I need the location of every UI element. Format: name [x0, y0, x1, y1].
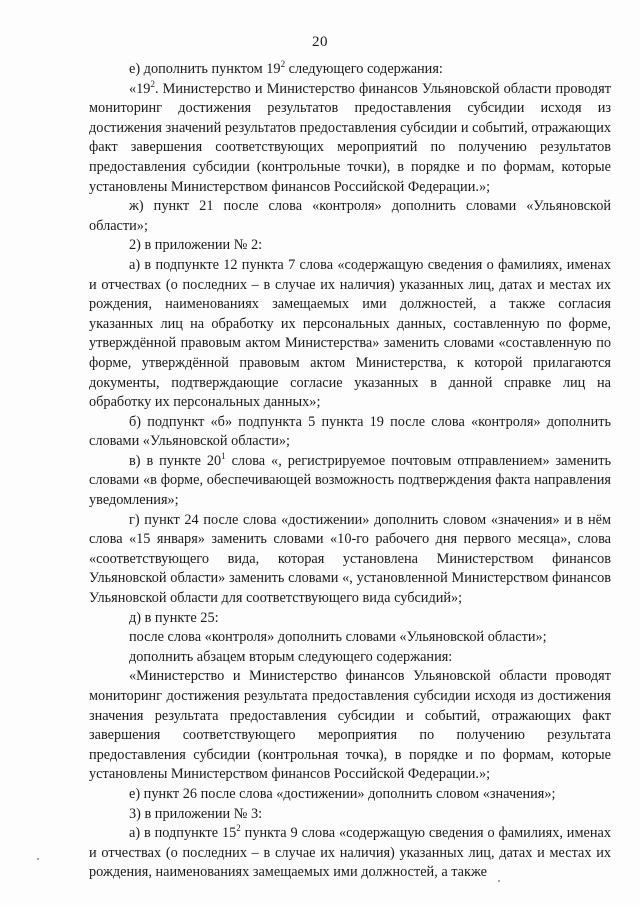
paragraph-zh-item-21: ж) пункт 21 после слова «контроля» дополнить словами «Ульяновской области»;: [89, 198, 611, 234]
paragraph-d-item-25: д) в пункте 25:: [129, 609, 219, 626]
paragraph-b-subitem-b: б) подпункт «б» подпункта 5 пункта 19 после слова «контроля» дополнить словами «Ульяновской области»;: [89, 413, 611, 450]
paragraph-item-19-2-text: «$19^2$. Министерство и Министерство финансов Ульяновской области проводят мониторинг достижения результатов предоставления субсидии исходя из достижения значений результатов предоставления субсидии и событий, отражающих факт завершения соответствующих мероприятий по получению результатов предоставления субсидии (контрольные точки), в порядке и по формам, которые установлены Министерством финансов Российской Федерации.»;: [89, 78, 611, 195]
scan-speck: [498, 880, 500, 882]
paragraph-appendix-2: 2) в приложении № 2:: [129, 237, 263, 254]
paragraph-monitoring-quote: «Министерство и Министерство финансов Ульяновской области проводят мониторинг достижения результата предоставления субсидии исходя из достижения значения результата предоставления субсидии и событий, отражающих факт завершения соответствующего мероприятия по получению результата предоставления субсидии (контрольная точка), в порядке и по формам, которые установлены Министерством финансов Российской Федерации.»;: [89, 668, 611, 783]
paragraph-appendix-3: 3) в приложении № 3:: [129, 805, 263, 822]
paragraph-e-add-item-19-2: е) дополнить пунктом $19^2$ следующего содержания:: [129, 59, 443, 77]
paragraph-v-item-20-1: в) в пункте $20^1$ слова «, регистрируемое почтовым отправлением» заменить словами «в форме, обеспечивающей возможность подтверждения факта направления уведомления»;: [89, 450, 611, 509]
paragraph-add-second-paragraph: дополнить абзацем вторым следующего содержания:: [129, 648, 453, 665]
page-number: 20: [312, 34, 328, 50]
paragraph-a-subitem-15-2: а) в подпункте $15^2$ пункта 9 слова «содержащую сведения о фамилиях, именах и отчествах (о последних – в случае их наличия) указанных лиц, датах и местах их рождения, наименованиях замещаемых ими должностей, а также: [89, 823, 611, 881]
paragraph-after-control: после слова «контроля» дополнить словами «Ульяновской области»;: [129, 629, 547, 646]
document-body: [89, 60, 611, 883]
paragraph-e-item-26: е) пункт 26 после слова «достижении» дополнить словом «значения»;: [129, 785, 556, 802]
paragraph-g-item-24: г) пункт 24 после слова «достижении» дополнить словом «значения» и в нём слова «15 января» заменить словами «10-го рабочего дня первого месяца», слова «соответствующего вида, которая установлена Министерством финансов Ульяновской области» заменить словами «, установленной Министерством финансов Ульяновской области для соответствующего вида субсидий»;: [89, 511, 611, 607]
scan-speck: [37, 858, 39, 860]
paragraph-a-subitem-12: а) в подпункте 12 пункта 7 слова «содержащую сведения о фамилиях, именах и отчествах (о последних – в случае их наличия) указанных лиц, датах и местах их рождения, наименованиях замещаемых ими должностей, а также согласия указанных лиц на обработку их персональных данных, составленную по форме, утверждённой правовым актом Министерства» заменить словами «составленную по форме, утверждённой правовым актом Министерства, к которой прилагаются документы, подтверждающие согласие указанных в данной справке лиц на обработку их персональных данных»;: [89, 256, 611, 411]
